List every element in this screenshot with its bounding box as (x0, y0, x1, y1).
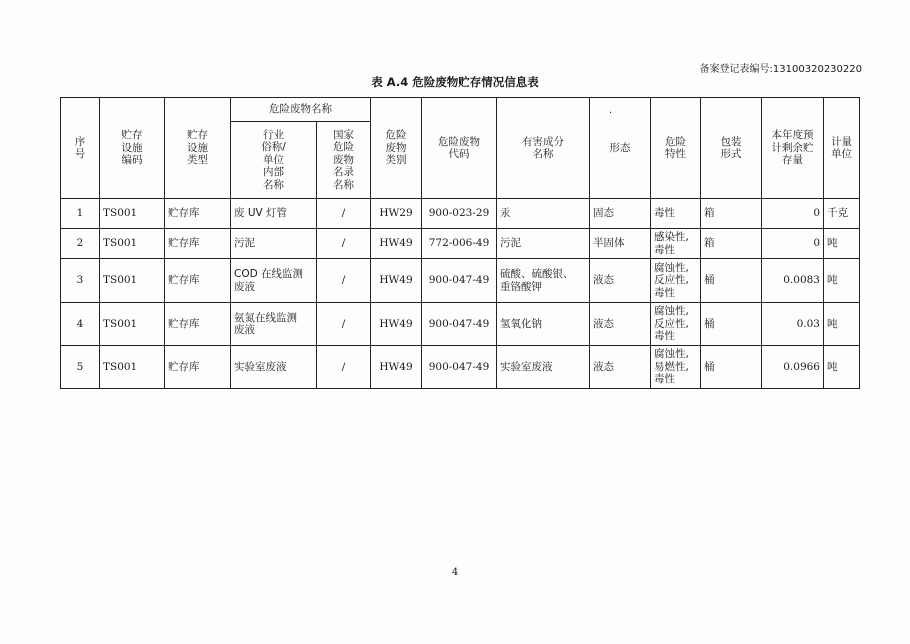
cell-form: 液态 (590, 259, 651, 303)
header-line: 特性 (665, 148, 686, 160)
cell-line: 污泥 (234, 237, 255, 250)
cell-facility-code: TS001 (100, 229, 165, 259)
cell-line: 废液 (234, 324, 255, 336)
header-line: 设施 (121, 141, 143, 154)
cell-remaining: 0.0966 (762, 346, 824, 389)
header-line: 行业 (263, 128, 284, 141)
header-hazard (651, 98, 701, 199)
cell-line: 汞 (500, 207, 511, 220)
header-remaining (762, 98, 824, 199)
header-line: 内部 (263, 166, 284, 179)
header-line: 存量 (782, 154, 803, 167)
cell-unit: 吨 (824, 229, 860, 259)
cell-industry-name (231, 303, 317, 346)
cell-unit: 吨 (824, 303, 860, 346)
header-line: 单位 (831, 148, 852, 160)
cell-category: HW49 (371, 303, 422, 346)
header-unit (824, 98, 860, 199)
header-line: 设施 (187, 141, 208, 154)
cell-facility-type: 贮存库 (165, 346, 231, 389)
table-title: 表 A.4 危险废物贮存情况信息表 (371, 75, 539, 89)
cell-remaining: 0.0083 (762, 259, 824, 303)
header-line: 号 (74, 148, 86, 160)
cell-waste-code: 900-047-49 (422, 346, 497, 389)
cell-package: 桶 (701, 303, 762, 346)
cell-form: 固态 (590, 199, 651, 229)
cell-line: 易燃性, (654, 360, 689, 373)
header-line: 危险 (333, 141, 354, 154)
header-line: 名称 (532, 148, 554, 160)
cell-category: HW49 (371, 229, 422, 259)
cell-category: HW49 (371, 259, 422, 303)
cell-line: 腐蚀性, (654, 261, 689, 274)
header-line: 计剩余贮 (771, 141, 814, 154)
cell-package: 桶 (701, 346, 762, 389)
header-line: 代码 (448, 148, 470, 160)
cell-national-name: / (317, 346, 371, 389)
cell-hazard (651, 346, 701, 389)
cell-industry-name (231, 229, 317, 259)
cell-harmful-components (497, 303, 590, 346)
header-facility-code (100, 98, 165, 199)
header-line: 名录 (333, 166, 354, 179)
header-line: 单位 (263, 153, 284, 166)
cell-facility-code: TS001 (100, 346, 165, 389)
header-harmful-components (497, 98, 590, 199)
cell-facility-code: TS001 (100, 303, 165, 346)
cell-hazard (651, 303, 701, 346)
cell-line: 实验室废液 (500, 360, 553, 373)
cell-hazard (651, 199, 701, 229)
cell-national-name: / (317, 259, 371, 303)
cell-waste-code: 900-047-49 (422, 303, 497, 346)
cell-line: 反应性, (654, 274, 689, 287)
cell-remaining: 0.03 (762, 303, 824, 346)
cell-package: 桶 (701, 259, 762, 303)
cell-remaining: 0 (762, 199, 824, 229)
cell-line: 污泥 (500, 237, 521, 250)
header-line: 危险 (385, 129, 407, 142)
table-row (61, 199, 860, 229)
header-line: 危险废物 (438, 135, 480, 148)
header-line: 名称 (263, 178, 284, 191)
header-line: 贮存 (121, 129, 143, 142)
cell-line: 毒性 (654, 207, 675, 220)
header-line: 编码 (121, 154, 143, 167)
header-line: 废物 (385, 141, 407, 154)
cell-harmful-components (497, 199, 590, 229)
cell-industry-name (231, 199, 317, 229)
cell-category: HW49 (371, 346, 422, 389)
cell-unit: 吨 (824, 346, 860, 389)
cell-seq: 4 (61, 303, 100, 346)
header-line: 俗称/ (261, 141, 286, 154)
page-number: 4 (451, 567, 459, 578)
cell-waste-code: 900-023-29 (422, 199, 497, 229)
cell-line: 毒性 (654, 373, 675, 386)
cell-waste-code: 772-006-49 (422, 229, 497, 259)
cell-line: 氨氮在线监测 (234, 311, 297, 324)
cell-industry-name (231, 346, 317, 389)
header-line: 包装 (720, 135, 742, 148)
cell-line: 毒性 (654, 243, 675, 256)
header-waste-code (422, 98, 497, 199)
cell-harmful-components (497, 259, 590, 303)
header-line: 贮存 (187, 129, 208, 142)
header-line: 形式 (720, 148, 742, 160)
cell-form: 半固体 (590, 229, 651, 259)
cell-facility-type: 贮存库 (165, 259, 231, 303)
cell-remaining: 0 (762, 229, 824, 259)
header-line: 名称 (333, 178, 354, 191)
header-package (701, 98, 762, 199)
header-line: 计量 (831, 135, 852, 148)
table-row (61, 229, 860, 259)
cell-package: 箱 (701, 199, 762, 229)
header-line: 危险 (665, 135, 686, 148)
cell-national-name: / (317, 199, 371, 229)
cell-form: 液态 (590, 303, 651, 346)
header-line: 废物 (333, 153, 354, 166)
header-line: 本年度预 (771, 129, 814, 142)
cell-hazard (651, 259, 701, 303)
header-line: 序 (74, 135, 86, 148)
cell-facility-type: 贮存库 (165, 303, 231, 346)
table-row (61, 346, 860, 389)
cell-line: 反应性, (654, 317, 689, 330)
cell-line: 腐蚀性, (654, 348, 689, 361)
header-line: 类型 (187, 154, 208, 167)
hazardous-waste-storage-table (60, 97, 860, 389)
header-industry-name (231, 122, 317, 199)
cell-facility-code: TS001 (100, 199, 165, 229)
cell-facility-code: TS001 (100, 259, 165, 303)
cell-line: 废液 (234, 280, 255, 293)
cell-harmful-components (497, 346, 590, 389)
cell-facility-type: 贮存库 (165, 199, 231, 229)
header-line: 类别 (385, 154, 407, 167)
cell-category: HW29 (371, 199, 422, 229)
header-form: 形态 (590, 98, 651, 199)
table-row (61, 259, 860, 303)
cell-package: 箱 (701, 229, 762, 259)
cell-harmful-components (497, 229, 590, 259)
cell-seq: 1 (61, 199, 100, 229)
header-waste-name-group: 危险废物名称 (231, 98, 371, 122)
cell-line: 实验室废液 (234, 360, 287, 373)
cell-line: COD 在线监测 (234, 268, 304, 280)
table-row (61, 303, 860, 346)
cell-line: 废 UV 灯管 (234, 207, 288, 220)
cell-seq: 3 (61, 259, 100, 303)
header-line: 有害成分 (522, 135, 564, 148)
cell-line: 感染性, (654, 231, 689, 243)
cell-hazard (651, 229, 701, 259)
cell-facility-type: 贮存库 (165, 229, 231, 259)
record-number: 备案登记表编号:13100320230220 (699, 64, 862, 75)
cell-national-name: / (317, 303, 371, 346)
header-row-1 (61, 98, 860, 122)
cell-line: 腐蚀性, (654, 305, 689, 318)
header-facility-type (165, 98, 231, 199)
header-category (371, 98, 422, 199)
cell-line: 重铬酸钾 (500, 280, 542, 293)
header-seq (61, 98, 100, 199)
cell-form: 液态 (590, 346, 651, 389)
cell-line: 氢氧化钠 (500, 317, 542, 330)
cell-line: 毒性 (654, 286, 675, 299)
cell-seq: 2 (61, 229, 100, 259)
cell-line: 毒性 (654, 330, 675, 343)
cell-industry-name (231, 259, 317, 303)
cell-line: 硫酸、硫酸银、 (500, 268, 574, 280)
cell-waste-code: 900-047-49 (422, 259, 497, 303)
cell-seq: 5 (61, 346, 100, 389)
cell-national-name: / (317, 229, 371, 259)
header-line: 国家 (333, 128, 354, 141)
stray-mark: · (609, 108, 613, 119)
cell-unit: 千克 (824, 199, 860, 229)
header-national-name (317, 122, 371, 199)
cell-unit: 吨 (824, 259, 860, 303)
